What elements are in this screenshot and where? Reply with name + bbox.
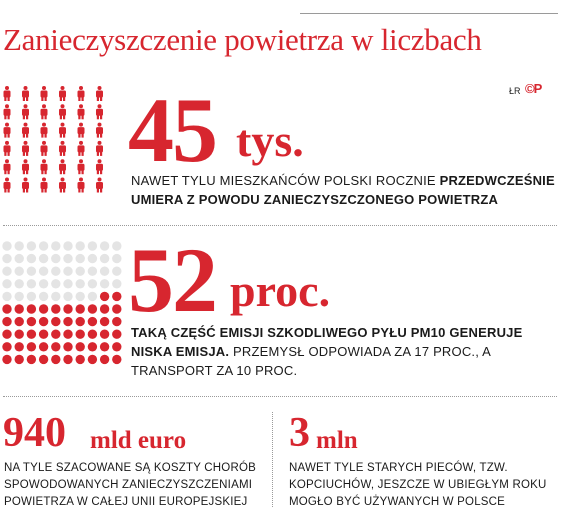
person-icon <box>41 123 48 138</box>
emission-dot-filled <box>27 330 36 339</box>
emission-dot-empty <box>63 292 72 301</box>
emission-dot-empty <box>88 292 97 301</box>
top-rule <box>300 13 558 14</box>
stoves-number: 3 <box>289 410 310 456</box>
emission-dot-empty <box>112 279 121 288</box>
emission-dot-empty <box>63 267 72 276</box>
emission-dot-empty <box>88 279 97 288</box>
emission-dot-filled <box>2 355 11 364</box>
emission-dot-filled <box>76 342 85 351</box>
person-icon <box>96 141 103 156</box>
emission-dot-empty <box>2 292 11 301</box>
emission-dot-filled <box>112 317 121 326</box>
emission-dot-filled <box>88 317 97 326</box>
emission-dot-filled <box>2 330 11 339</box>
page-title: Zanieczyszczenie powietrza w liczbach <box>3 22 482 57</box>
stoves-caption: NAWET TYLE STARYCH PIECÓW, TZW. KOPCIUCHÓW, JESZCZE W UBIEGŁYM ROKU MOGŁO BYĆ UŻYWANYCH W POLSCE <box>289 462 547 508</box>
emission-dot-empty <box>27 254 36 263</box>
emission-dot-empty <box>63 254 72 263</box>
emission-caption <box>131 323 551 380</box>
person-icon <box>96 123 103 138</box>
people-icon-grid <box>2 86 114 196</box>
emission-dot-empty <box>39 292 48 301</box>
emission-dot-filled <box>100 304 109 313</box>
emission-dot-empty <box>88 241 97 250</box>
emission-dot-empty <box>100 279 109 288</box>
emission-dot-filled <box>15 342 24 351</box>
person-icon <box>22 159 29 174</box>
emission-dot-filled <box>51 304 60 313</box>
emission-dot-filled <box>100 292 109 301</box>
emission-dot-empty <box>15 267 24 276</box>
emission-dot-filled <box>76 317 85 326</box>
emission-dot-empty <box>27 292 36 301</box>
person-icon <box>22 86 29 101</box>
emission-dot-filled <box>51 355 60 364</box>
person-icon <box>59 104 66 119</box>
emission-dot-filled <box>27 342 36 351</box>
emission-dot-empty <box>51 267 60 276</box>
person-icon <box>96 86 103 101</box>
emission-dot-filled <box>15 304 24 313</box>
deaths-number: 45 <box>128 79 216 181</box>
column-divider <box>272 412 273 507</box>
emission-dot-empty <box>2 254 11 263</box>
person-icon <box>22 141 29 156</box>
emission-dot-empty <box>51 241 60 250</box>
emission-dot-filled <box>2 317 11 326</box>
emission-dot-filled <box>63 317 72 326</box>
emission-dot-filled <box>88 330 97 339</box>
emission-dot-filled <box>51 330 60 339</box>
emission-unit: proc. <box>230 265 331 316</box>
person-icon <box>4 123 11 138</box>
emission-dot-filled <box>27 317 36 326</box>
emission-dot-empty <box>76 254 85 263</box>
emission-dot-empty <box>51 292 60 301</box>
emission-dot-filled <box>63 304 72 313</box>
publisher-logo-icon: ©P <box>525 81 542 96</box>
emission-dot-empty <box>76 267 85 276</box>
emission-dot-empty <box>63 241 72 250</box>
emission-dot-filled <box>112 292 121 301</box>
emission-dot-empty <box>76 241 85 250</box>
emission-dot-empty <box>63 279 72 288</box>
person-icon <box>78 86 85 101</box>
emission-dot-empty <box>100 267 109 276</box>
deaths-unit: tys. <box>236 115 304 166</box>
person-icon <box>59 178 66 193</box>
emission-dot-empty <box>76 292 85 301</box>
emission-dot-empty <box>39 254 48 263</box>
emission-dot-empty <box>15 292 24 301</box>
emission-dot-filled <box>76 355 85 364</box>
emission-caption-normal: PRZEMYSŁ ODPOWIADA ZA 17 PROC., A TRANSPORT ZA 10 PROC. <box>131 344 491 378</box>
emission-dot-filled <box>88 304 97 313</box>
person-icon <box>78 141 85 156</box>
emission-dot-empty <box>100 254 109 263</box>
emission-dot-empty <box>112 254 121 263</box>
emission-dot-empty <box>27 279 36 288</box>
stoves-unit: mln <box>316 427 358 454</box>
person-icon <box>59 141 66 156</box>
emission-dot-empty <box>15 279 24 288</box>
deaths-caption <box>131 171 556 209</box>
person-icon <box>59 86 66 101</box>
emission-dot-filled <box>39 330 48 339</box>
person-icon <box>41 86 48 101</box>
emission-dot-filled <box>2 304 11 313</box>
person-icon <box>78 159 85 174</box>
emission-dot-filled <box>39 317 48 326</box>
emission-dot-filled <box>88 342 97 351</box>
emission-caption-bold: TAKĄ CZĘŚĆ EMISJI SZKODLIWEGO PYŁU PM10 GENERUJE NISKA EMISJA. <box>131 325 523 359</box>
emission-dot-filled <box>2 342 11 351</box>
emission-dot-filled <box>100 342 109 351</box>
emission-dot-filled <box>112 304 121 313</box>
emission-dot-filled <box>112 330 121 339</box>
person-icon <box>96 104 103 119</box>
person-icon <box>78 123 85 138</box>
person-icon <box>41 141 48 156</box>
deaths-caption-bold: PRZEDWCZEŚNIE UMIERA Z POWODU ZANIECZYSZCZONEGO POWIETRZA <box>131 173 555 207</box>
emission-dot-empty <box>2 279 11 288</box>
person-icon <box>4 159 11 174</box>
emission-dot-empty <box>27 241 36 250</box>
emission-dot-filled <box>27 355 36 364</box>
divider <box>3 396 557 397</box>
person-icon <box>22 123 29 138</box>
deaths-caption-normal: NAWET TYLU MIESZKAŃCÓW POLSKI ROCZNIE <box>131 173 440 188</box>
emission-dot-empty <box>27 267 36 276</box>
emission-dot-empty <box>100 241 109 250</box>
person-icon <box>41 159 48 174</box>
emission-dot-empty <box>39 241 48 250</box>
emission-dot-filled <box>15 317 24 326</box>
emission-dot-empty <box>15 241 24 250</box>
emission-dot-filled <box>88 355 97 364</box>
person-icon <box>78 178 85 193</box>
emission-dot-filled <box>63 330 72 339</box>
emission-dot-filled <box>112 342 121 351</box>
emission-dot-empty <box>2 241 11 250</box>
emission-dot-empty <box>51 279 60 288</box>
emission-dot-empty <box>88 254 97 263</box>
emission-dot-empty <box>112 267 121 276</box>
emission-dot-empty <box>112 241 121 250</box>
person-icon <box>78 104 85 119</box>
emission-dot-empty <box>76 279 85 288</box>
author-initials: ŁR <box>509 86 521 96</box>
emission-dot-filled <box>51 317 60 326</box>
emission-dot-filled <box>39 304 48 313</box>
emission-dot-filled <box>27 304 36 313</box>
emission-dot-empty <box>39 267 48 276</box>
person-icon <box>41 104 48 119</box>
person-icon <box>4 178 11 193</box>
person-icon <box>4 104 11 119</box>
person-icon <box>4 141 11 156</box>
emission-dot-empty <box>39 279 48 288</box>
emission-dot-empty <box>88 267 97 276</box>
cost-caption: NA TYLE SZACOWANE SĄ KOSZTY CHORÓB SPOWODOWANYCH ZANIECZYSZCZENIAMI POWIETRZA W CAŁEJ UNII EUROPEJSKIEJ <box>4 462 256 508</box>
emission-dot-filled <box>15 330 24 339</box>
emission-dot-filled <box>112 355 121 364</box>
emission-dot-filled <box>39 355 48 364</box>
person-icon <box>22 104 29 119</box>
emission-dot-empty <box>2 267 11 276</box>
person-icon <box>96 159 103 174</box>
emission-dot-filled <box>76 304 85 313</box>
person-icon <box>4 86 11 101</box>
emission-dot-filled <box>100 355 109 364</box>
emission-dot-grid <box>2 241 126 369</box>
person-icon <box>59 123 66 138</box>
person-icon <box>59 159 66 174</box>
emission-dot-empty <box>15 254 24 263</box>
person-icon <box>22 178 29 193</box>
emission-dot-filled <box>63 355 72 364</box>
cost-unit: mld euro <box>90 427 187 454</box>
emission-number: 52 <box>128 229 216 331</box>
emission-dot-filled <box>63 342 72 351</box>
emission-dot-filled <box>39 342 48 351</box>
divider <box>3 225 557 226</box>
cost-number: 940 <box>3 410 66 456</box>
emission-dot-empty <box>51 254 60 263</box>
emission-dot-filled <box>76 330 85 339</box>
person-icon <box>96 178 103 193</box>
emission-dot-filled <box>15 355 24 364</box>
emission-dot-filled <box>51 342 60 351</box>
person-icon <box>41 178 48 193</box>
emission-dot-filled <box>100 330 109 339</box>
emission-dot-filled <box>100 317 109 326</box>
